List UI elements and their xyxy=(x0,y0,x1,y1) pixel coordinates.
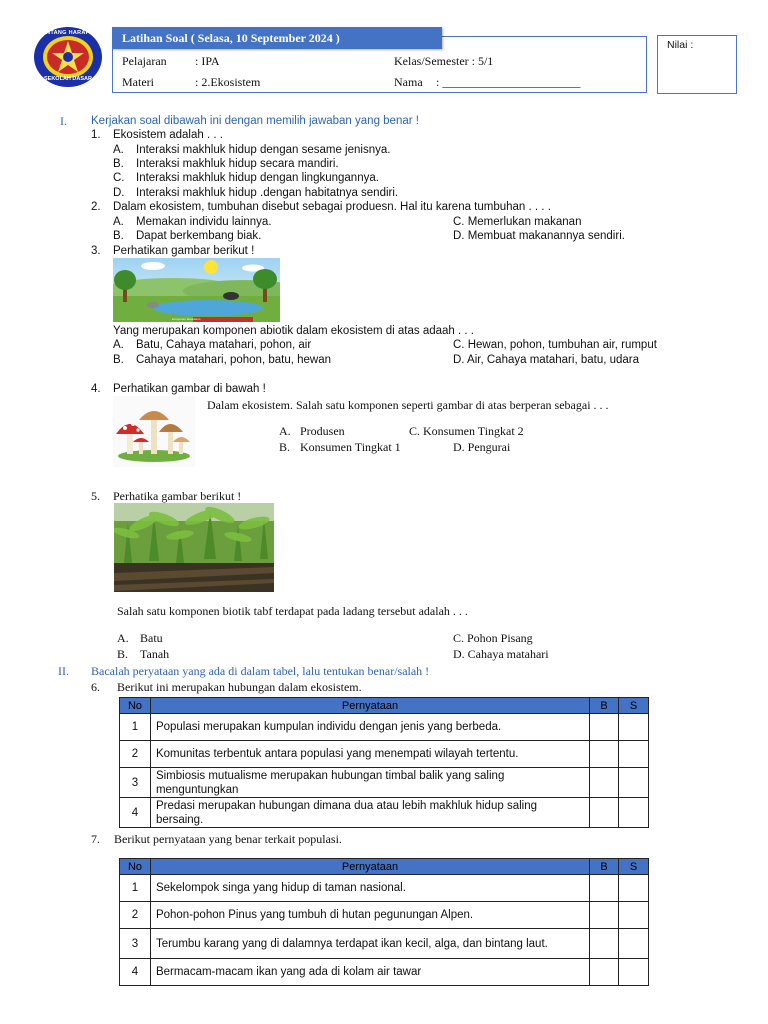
q4-option-a-letter: A. xyxy=(279,424,291,438)
logo-bottom-text: SEKOLAH DASAR xyxy=(44,76,92,82)
table-row xyxy=(120,929,649,959)
q3-question: Yang merupakan komponen abiotik dalam ekosistem di atas adaah . . . xyxy=(113,325,474,337)
table-header-row xyxy=(120,698,649,714)
section-1-numeral: I. xyxy=(60,114,67,128)
table-row xyxy=(120,798,649,828)
q5-option-b[interactable]: Tanah xyxy=(140,647,170,661)
q6-text: Berikut ini merupakan hubungan dalam ekosistem. xyxy=(117,680,362,694)
q1-option-a-letter: A. xyxy=(113,144,124,156)
q2-option-c[interactable]: C. Memerlukan makanan xyxy=(453,216,582,228)
q1-option-c-letter: C. xyxy=(113,172,125,184)
row-statement: Bermacam-macam ikan yang ada di kolam air tawar xyxy=(150,959,589,986)
header-statement: Pernyataan xyxy=(150,859,589,875)
banana-plantation-picture xyxy=(114,503,274,592)
q1-option-a[interactable]: Interaksi makhluk hidup dengan sesame jenisnya. xyxy=(136,144,391,156)
q5-option-a[interactable]: Batu xyxy=(140,631,163,645)
salah-cell[interactable] xyxy=(619,714,649,741)
q1-number: 1. xyxy=(91,129,101,141)
page-title: Latihan Soal ( Selasa, 10 September 2024 ) xyxy=(112,27,442,49)
salah-cell[interactable] xyxy=(619,741,649,768)
q5-option-c[interactable]: C. Pohon Pisang xyxy=(453,631,533,645)
q4-option-d[interactable]: D. Pengurai xyxy=(453,440,511,454)
section-1-instruction: Kerjakan soal dibawah ini dengan memilih jawaban yang benar ! xyxy=(91,115,419,127)
row-statement: Pohon-pohon Pinus yang tumbuh di hutan pegunungan Alpen. xyxy=(150,902,589,929)
q3-number: 3. xyxy=(91,245,101,257)
q6-number: 6. xyxy=(91,680,100,694)
q2-option-a[interactable]: Memakan individu lainnya. xyxy=(136,216,272,228)
mushroom-picture xyxy=(113,396,195,467)
row-number: 2 xyxy=(120,741,151,768)
q7-table xyxy=(119,858,649,986)
q5-question: Salah satu komponen biotik tabf terdapat pada ladang tersebut adalah . . . xyxy=(117,604,468,618)
row-number: 3 xyxy=(120,768,151,798)
materi-value: : 2.Ekosistem xyxy=(195,75,261,89)
table-row xyxy=(120,714,649,741)
table-row xyxy=(120,959,649,986)
nama-label: Nama xyxy=(394,75,423,89)
q3-option-b-letter: B. xyxy=(113,354,124,366)
header-b: B xyxy=(590,698,619,714)
row-statement: Populasi merupakan kumpulan individu dengan jenis yang berbeda. xyxy=(150,714,589,741)
q2-text: Dalam ekosistem, tumbuhan disebut sebagai produesn. Hal itu karena tumbuhan . . . . xyxy=(113,201,551,213)
q5-option-b-letter: B. xyxy=(117,647,129,661)
section-2-instruction: Bacalah peryataan yang ada di dalam tabel, lalu tentukan benar/salah ! xyxy=(91,664,430,678)
header-no: No xyxy=(120,859,151,875)
row-number: 1 xyxy=(120,875,151,902)
row-statement: Terumbu karang yang di dalamnya terdapat ikan kecil, alga, dan bintang laut. xyxy=(150,929,589,959)
q2-option-a-letter: A. xyxy=(113,216,124,228)
q4-option-a[interactable]: Produsen xyxy=(300,424,345,438)
pelajaran-label: Pelajaran xyxy=(122,54,167,68)
q3-option-a-letter: A. xyxy=(113,339,124,351)
kelas-semester: Kelas/Semester : 5/1 xyxy=(394,54,494,68)
salah-cell[interactable] xyxy=(619,798,649,828)
salah-cell[interactable] xyxy=(619,875,649,902)
table-row xyxy=(120,875,649,902)
q2-option-b[interactable]: Dapat berkembang biak. xyxy=(136,230,262,242)
q5-option-a-letter: A. xyxy=(117,631,129,645)
q1-option-c[interactable]: Interaksi makhluk hidup dengan lingkungannya. xyxy=(136,172,379,184)
row-statement: Simbiosis mutualisme merupakan hubungan timbal balik yang saling menguntungkan xyxy=(150,768,589,798)
row-statement: Predasi merupakan hubungan dimana dua atau lebih makhluk hidup saling bersaing. xyxy=(150,798,589,828)
q2-number: 2. xyxy=(91,201,101,213)
logo-top-text: BINTANG HARAPAN xyxy=(40,30,98,36)
ecosystem-picture-caption: komponen ekosistem xyxy=(172,317,201,321)
q4-question: Dalam ekosistem. Salah satu komponen seperti gambar di atas berperan sebagai . . . xyxy=(207,398,609,412)
q1-text: Ekosistem adalah . . . xyxy=(113,129,223,141)
table-row xyxy=(120,741,649,768)
materi-label: Materi xyxy=(122,75,154,89)
q4-option-b-letter: B. xyxy=(279,440,291,454)
ecosystem-picture xyxy=(113,258,280,322)
q3-option-d[interactable]: D. Air, Cahaya matahari, batu, udara xyxy=(453,354,640,366)
q3-option-a[interactable]: Batu, Cahaya matahari, pohon, air xyxy=(136,339,312,351)
q5-number: 5. xyxy=(91,489,100,503)
row-statement: Sekelompok singa yang hidup di taman nasional. xyxy=(150,875,589,902)
salah-cell[interactable] xyxy=(619,768,649,798)
benar-cell[interactable] xyxy=(590,902,619,929)
header-s: S xyxy=(619,859,649,875)
q3-option-c[interactable]: C. Hewan, pohon, tumbuhan air, rumput xyxy=(453,339,657,351)
header-statement: Pernyataan xyxy=(150,698,589,714)
benar-cell[interactable] xyxy=(590,929,619,959)
row-number: 4 xyxy=(120,959,151,986)
benar-cell[interactable] xyxy=(590,741,619,768)
header-no: No xyxy=(120,698,151,714)
pelajaran-value: : IPA xyxy=(195,54,220,68)
q5-option-d[interactable]: D. Cahaya matahari xyxy=(453,647,549,661)
nilai-label: Nilai : xyxy=(667,39,694,51)
row-number: 2 xyxy=(120,902,151,929)
row-number: 4 xyxy=(120,798,151,828)
q3-text: Perhatikan gambar berikut ! xyxy=(113,245,255,257)
q6-table xyxy=(119,697,649,828)
table-header-row xyxy=(120,859,649,875)
row-number: 3 xyxy=(120,929,151,959)
salah-cell[interactable] xyxy=(619,902,649,929)
benar-cell[interactable] xyxy=(590,768,619,798)
q4-text: Perhatikan gambar di bawah ! xyxy=(113,383,266,395)
q2-option-d[interactable]: D. Membuat makanannya sendiri. xyxy=(453,230,625,242)
q4-option-b[interactable]: Konsumen Tingkat 1 xyxy=(300,440,401,454)
row-statement: Komunitas terbentuk antara populasi yang menempati wilayah tertentu. xyxy=(150,741,589,768)
benar-cell[interactable] xyxy=(590,798,619,828)
nama-field[interactable]: : _______________________ xyxy=(436,75,581,89)
q1-option-d-letter: D. xyxy=(113,187,125,199)
q1-option-b[interactable]: Interaksi makhluk hidup secara mandiri. xyxy=(136,158,339,170)
row-number: 1 xyxy=(120,714,151,741)
q7-text: Berikut pernyataan yang benar terkait populasi. xyxy=(114,832,342,846)
benar-cell[interactable] xyxy=(590,875,619,902)
section-2-numeral: II. xyxy=(58,664,69,678)
header-b: B xyxy=(590,859,619,875)
benar-cell[interactable] xyxy=(590,714,619,741)
q1-option-d[interactable]: Interaksi makhluk hidup .dengan habitatnya sendiri. xyxy=(136,187,399,199)
q4-option-c[interactable]: C. Konsumen Tingkat 2 xyxy=(409,424,524,438)
q1-option-b-letter: B. xyxy=(113,158,124,170)
benar-cell[interactable] xyxy=(590,959,619,986)
q2-option-b-letter: B. xyxy=(113,230,124,242)
q7-number: 7. xyxy=(91,832,100,846)
q5-text: Perhatika gambar berikut ! xyxy=(113,489,242,503)
q3-option-b[interactable]: Cahaya matahari, pohon, batu, hewan xyxy=(136,354,331,366)
q4-number: 4. xyxy=(91,383,101,395)
table-row xyxy=(120,768,649,798)
table-row xyxy=(120,902,649,929)
header-s: S xyxy=(619,698,649,714)
salah-cell[interactable] xyxy=(619,929,649,959)
salah-cell[interactable] xyxy=(619,959,649,986)
